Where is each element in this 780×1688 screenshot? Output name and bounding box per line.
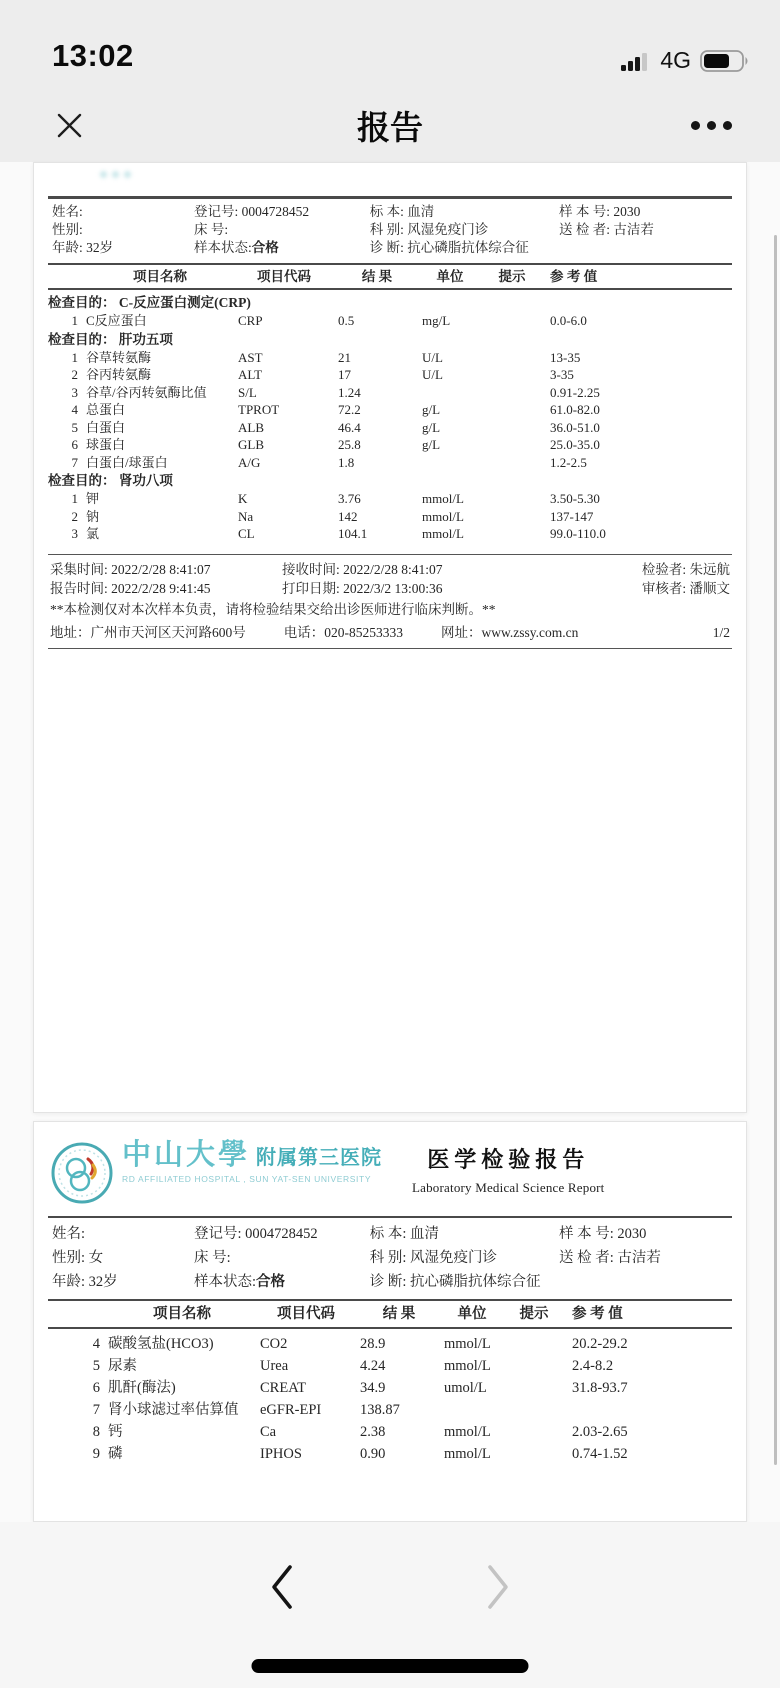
hint	[480, 384, 544, 402]
field-label: 诊 断:	[369, 240, 408, 255]
result-value: 1.24	[338, 384, 361, 400]
network-type-label: 4G	[660, 47, 691, 73]
hospital-name-cn: 中山大學	[122, 1139, 251, 1171]
field-value: 抗心磷脂抗体综合征	[407, 240, 529, 255]
field-value: 女	[88, 1250, 104, 1266]
item-code: S/L	[238, 384, 257, 400]
col-result: 结 果	[361, 269, 393, 284]
lab-result-row	[48, 384, 732, 402]
field-value: 2030	[613, 204, 641, 219]
col-name: 项目名称	[153, 1306, 211, 1322]
field-label: 打印日期:	[282, 580, 344, 596]
patient-field	[194, 1222, 370, 1246]
lab-result-row	[48, 508, 732, 526]
lab-result-row	[48, 349, 732, 367]
result-value: 0.5	[338, 313, 355, 328]
row-index: 4	[71, 402, 78, 417]
section-title: 检查目的： C-反应蛋白测定(CRP)	[48, 295, 251, 310]
col-hint: 提示	[498, 269, 526, 284]
lab-result-row	[48, 1399, 732, 1421]
field-value: 合格	[251, 240, 279, 255]
unit: mmol/L	[422, 491, 464, 506]
table-header	[48, 265, 732, 288]
table-header	[48, 1301, 732, 1327]
field-value: 2022/2/28 9:41:45	[111, 580, 211, 596]
unit: g/L	[422, 402, 441, 417]
field-value: 32岁	[86, 240, 114, 255]
hint	[480, 436, 544, 454]
lab-result-row	[48, 454, 732, 472]
vertical-scrollbar[interactable]	[774, 235, 777, 1465]
result-value: 34.9	[360, 1380, 386, 1396]
row-index: 5	[92, 1358, 100, 1374]
hospital-emblem-icon	[50, 1141, 114, 1205]
unit: mmol/L	[444, 1358, 491, 1374]
patient-field	[559, 1270, 728, 1294]
row-index: 5	[71, 419, 78, 435]
field-value: 2022/3/2 13:00:36	[343, 580, 443, 596]
reference-range: 20.2-29.2	[572, 1336, 628, 1352]
result-value: 25.8	[338, 437, 361, 452]
row-index: 2	[71, 508, 78, 524]
item-name: 肌酐(酶法)	[108, 1380, 176, 1396]
field-value: 朱远航	[689, 561, 730, 577]
item-code: TPROT	[238, 402, 280, 417]
reference-range: 3.50-5.30	[550, 491, 600, 506]
clock: 13:02	[52, 38, 134, 73]
reference-range: 0.91-2.25	[550, 384, 600, 400]
unit	[420, 454, 480, 472]
item-code: CRP	[238, 313, 263, 328]
report-title: 医学检验报告	[427, 1147, 590, 1172]
field-label: 接收时间:	[282, 561, 344, 577]
lab-result-row	[48, 525, 732, 543]
hint	[480, 490, 544, 508]
field-label: 样 本 号:	[558, 1226, 618, 1242]
field-value: 2022/2/28 8:41:07	[111, 561, 211, 577]
field-label: 姓名:	[52, 204, 83, 219]
item-name: 总蛋白	[86, 402, 126, 417]
previous-page-button[interactable]	[260, 1558, 304, 1616]
lab-result-row	[48, 1421, 732, 1443]
meta-field	[50, 560, 282, 579]
patient-field	[370, 221, 559, 239]
unit: mmol/L	[444, 1446, 491, 1462]
section-title: 检查目的： 肾功八项	[48, 473, 173, 488]
reference-range: 2.4-8.2	[572, 1358, 614, 1374]
item-code: GLB	[238, 437, 264, 452]
patient-field	[194, 221, 370, 239]
field-label: 标 本:	[369, 1226, 410, 1242]
hospital-branch: 附属第三医院	[256, 1147, 383, 1169]
lab-result-row	[48, 436, 732, 454]
hospital-name-block	[122, 1139, 390, 1184]
col-ref: 参 考 值	[572, 1306, 623, 1322]
field-value: 风湿免疫门诊	[407, 222, 489, 237]
hint	[502, 1377, 566, 1399]
patient-field	[194, 1270, 370, 1294]
item-code: Na	[238, 508, 254, 524]
item-code: Ca	[260, 1424, 277, 1440]
result-value: 46.4	[338, 419, 361, 435]
hint	[502, 1443, 566, 1465]
item-code: A/G	[238, 454, 261, 470]
patient-field	[559, 203, 728, 221]
item-name: 钠	[86, 508, 100, 524]
reference-range	[566, 1399, 732, 1421]
next-page-button[interactable]	[476, 1558, 520, 1616]
field-value: 0004728452	[245, 1226, 318, 1242]
hint	[480, 419, 544, 437]
lab-result-row	[48, 1443, 732, 1465]
field-label: 性别:	[52, 222, 83, 237]
page-title: 报告	[357, 108, 423, 146]
field-label: 登记号:	[193, 204, 242, 219]
hospital-header	[48, 1122, 732, 1216]
field-label: 登记号:	[193, 1226, 246, 1242]
signal-icon	[621, 50, 651, 72]
unit: U/L	[422, 367, 443, 382]
field-value: 潘顺文	[689, 580, 730, 596]
field-value: 古洁若	[613, 222, 654, 237]
reference-range: 25.0-35.0	[550, 437, 600, 452]
reference-range: 3-35	[550, 367, 574, 382]
close-icon	[56, 112, 83, 139]
result-value: 72.2	[338, 402, 361, 417]
item-code: ALT	[238, 367, 263, 382]
item-name: 磷	[108, 1446, 123, 1462]
patient-field	[52, 221, 194, 239]
report-page-1	[33, 162, 747, 1113]
patient-field	[52, 203, 194, 221]
field-value: 血清	[407, 204, 435, 219]
result-value: 2.38	[360, 1424, 386, 1440]
patient-field	[194, 203, 370, 221]
col-name: 项目名称	[133, 269, 187, 284]
chevron-right-icon	[483, 1562, 513, 1612]
result-rows	[48, 1329, 732, 1465]
item-code: CO2	[260, 1336, 288, 1352]
reference-range: 99.0-110.0	[550, 526, 606, 541]
field-label: 床 号:	[193, 222, 229, 237]
unit: mmol/L	[444, 1424, 491, 1440]
field-value: 0004728452	[241, 204, 310, 219]
field-label: 年龄:	[52, 1274, 89, 1290]
patient-field	[194, 1246, 370, 1270]
item-name: 氯	[86, 526, 100, 541]
unit: mmol/L	[444, 1336, 491, 1352]
col-code: 项目代码	[277, 1306, 335, 1322]
website-text: 网址：www.zssy.com.cn	[441, 624, 579, 640]
hint	[480, 525, 544, 543]
item-name: 钙	[108, 1424, 123, 1440]
meta-field	[282, 560, 612, 579]
field-label: 科 别:	[369, 222, 408, 237]
battery-icon	[700, 49, 750, 73]
item-code: AST	[238, 349, 263, 365]
unit: g/L	[422, 419, 441, 435]
field-label: 样本状态:	[193, 1274, 256, 1290]
hint	[480, 508, 544, 526]
section-title: 检查目的： 肝功五项	[48, 331, 173, 347]
result-value: 4.24	[360, 1358, 386, 1374]
patient-field	[52, 1222, 194, 1246]
result-sections	[48, 290, 732, 543]
item-code: CREAT	[260, 1380, 306, 1396]
lab-result-row	[48, 1355, 732, 1377]
patient-field	[370, 239, 559, 257]
hint	[480, 454, 544, 472]
field-label: 姓名:	[52, 1226, 86, 1242]
item-name: C反应蛋白	[86, 313, 147, 328]
field-label: 标 本:	[369, 204, 408, 219]
lab-result-row	[48, 490, 732, 508]
hint	[480, 401, 544, 419]
status-bar	[0, 0, 780, 88]
reference-range: 1.2-2.5	[550, 454, 587, 470]
report-page-2	[33, 1121, 747, 1522]
result-value: 142	[338, 508, 358, 524]
hint	[502, 1399, 566, 1421]
col-hint: 提示	[519, 1306, 549, 1322]
field-label: 样本状态:	[193, 240, 252, 255]
meta-field	[282, 579, 612, 598]
hint	[502, 1421, 566, 1443]
field-value: 2030	[617, 1226, 647, 1242]
reference-range: 36.0-51.0	[550, 419, 600, 435]
hospital-name-en: RD AFFILIATED HOSPITAL , SUN YAT-SEN UNIVERSITY	[122, 1174, 372, 1184]
field-label: 审核者:	[641, 580, 690, 596]
address-text: 地址：广州市天河区天河路600号	[50, 624, 246, 640]
divider	[48, 648, 732, 649]
result-value: 0.90	[360, 1446, 386, 1462]
unit	[420, 384, 480, 402]
patient-field	[52, 1246, 194, 1270]
patient-info	[48, 1218, 732, 1296]
row-index: 2	[71, 367, 78, 382]
patient-field	[559, 1222, 728, 1246]
field-label: 年龄:	[52, 240, 87, 255]
patient-field	[370, 203, 559, 221]
patient-info	[48, 199, 732, 259]
row-index: 3	[71, 526, 78, 541]
hint	[480, 312, 544, 330]
lab-result-row	[48, 312, 732, 330]
close-button[interactable]	[42, 98, 96, 152]
patient-field	[559, 221, 728, 239]
field-value: 32岁	[88, 1274, 118, 1290]
report-subtitle: Laboratory Medical Science Report	[412, 1180, 605, 1195]
field-label: 床 号:	[193, 1250, 231, 1266]
field-label: 样 本 号:	[558, 204, 614, 219]
field-label: 性别:	[52, 1250, 89, 1266]
field-value: 风湿免疫门诊	[409, 1250, 497, 1266]
item-name: 球蛋白	[86, 437, 126, 452]
row-index: 1	[71, 491, 78, 506]
page-navigation	[0, 1522, 780, 1616]
col-ref: 参 考 值	[550, 269, 598, 284]
result-value: 104.1	[338, 526, 368, 541]
row-index: 4	[92, 1336, 100, 1352]
item-name: 谷草转氨酶	[86, 349, 152, 365]
row-index: 8	[92, 1424, 100, 1440]
patient-field	[370, 1246, 559, 1270]
home-indicator[interactable]	[252, 1659, 529, 1673]
unit: mmol/L	[422, 508, 464, 524]
report-meta-times	[48, 555, 732, 598]
phone-text: 电话：020-85253333	[283, 624, 403, 640]
field-label: 采集时间:	[50, 561, 112, 577]
field-label: 报告时间:	[50, 580, 112, 596]
meta-field	[50, 579, 282, 598]
result-value: 17	[338, 367, 351, 382]
result-value: 28.9	[360, 1336, 386, 1352]
row-index: 3	[71, 384, 78, 400]
item-name: 白蛋白/球蛋白	[86, 454, 168, 470]
field-label: 诊 断:	[369, 1274, 410, 1290]
result-value: 138.87	[360, 1402, 400, 1418]
lab-result-row	[48, 366, 732, 384]
patient-field	[559, 239, 728, 257]
lab-result-row	[48, 1377, 732, 1399]
more-icon	[691, 121, 732, 130]
item-name: 尿素	[108, 1358, 137, 1374]
row-index: 6	[92, 1380, 100, 1396]
row-index: 7	[71, 454, 78, 470]
report-title-block	[412, 1143, 605, 1196]
unit: mg/L	[422, 313, 451, 328]
field-value: 古洁若	[617, 1250, 661, 1266]
result-value: 1.8	[338, 454, 355, 470]
reference-range: 13-35	[550, 349, 581, 365]
patient-field	[559, 1246, 728, 1270]
lab-result-row	[48, 419, 732, 437]
reference-range: 137-147	[550, 508, 594, 524]
reference-range: 0.0-6.0	[550, 313, 587, 328]
lab-result-row	[48, 401, 732, 419]
item-name: 钾	[86, 491, 100, 506]
reference-range: 0.74-1.52	[572, 1446, 628, 1462]
unit: mmol/L	[422, 526, 464, 541]
item-name: 碳酸氢盐(HCO3)	[108, 1336, 214, 1352]
item-code: K	[238, 491, 248, 506]
unit: g/L	[422, 437, 441, 452]
hint	[502, 1333, 566, 1355]
disclaimer-text: **本检测仅对本次样本负责，请将检验结果交给出诊医师进行临床判断。**	[50, 601, 496, 617]
unit	[442, 1399, 502, 1421]
col-unit: 单位	[457, 1306, 487, 1322]
item-name: 肾小球滤过率估算值	[108, 1402, 239, 1418]
page-number: 1/2	[712, 624, 730, 640]
unit: umol/L	[444, 1380, 487, 1396]
hospital-logo-partial	[48, 163, 732, 196]
patient-field	[370, 1270, 559, 1294]
item-code: ALB	[238, 419, 264, 435]
col-result: 结 果	[382, 1306, 416, 1322]
field-value: 合格	[255, 1274, 285, 1290]
field-label: 送 检 者:	[558, 222, 614, 237]
reference-range: 31.8-93.7	[572, 1380, 628, 1396]
reference-range: 61.0-82.0	[550, 402, 600, 417]
hospital-contact-row	[48, 620, 732, 648]
field-label: 科 别:	[369, 1250, 410, 1266]
unit: U/L	[422, 349, 443, 365]
row-index: 1	[71, 349, 78, 365]
item-name: 谷丙转氨酶	[86, 367, 152, 382]
reference-range: 2.03-2.65	[572, 1424, 628, 1440]
item-code: IPHOS	[260, 1446, 302, 1462]
field-value: 血清	[409, 1226, 439, 1242]
nav-bar	[0, 88, 780, 162]
col-unit: 单位	[436, 269, 464, 284]
item-code: eGFR-EPI	[260, 1402, 322, 1418]
item-name: 白蛋白	[86, 419, 126, 435]
chevron-left-icon	[267, 1562, 297, 1612]
item-code: CL	[238, 526, 255, 541]
col-code: 项目代码	[257, 269, 311, 284]
row-index: 6	[71, 437, 78, 452]
report-document-area	[0, 162, 780, 1522]
hint	[480, 366, 544, 384]
result-value: 21	[338, 349, 351, 365]
patient-field	[194, 239, 370, 257]
patient-field	[52, 1270, 194, 1294]
row-index: 1	[71, 313, 78, 328]
patient-field	[52, 239, 194, 257]
row-index: 7	[92, 1402, 100, 1418]
bottom-bar	[0, 1522, 780, 1688]
field-label: 送 检 者:	[558, 1250, 618, 1266]
item-name: 谷草/谷丙转氨酶比值	[86, 384, 207, 400]
lab-result-row	[48, 1333, 732, 1355]
row-index: 9	[92, 1446, 100, 1462]
patient-field	[370, 1222, 559, 1246]
hint	[480, 349, 544, 367]
item-code: Urea	[260, 1358, 289, 1374]
result-value: 3.76	[338, 491, 361, 506]
more-button[interactable]	[684, 98, 738, 152]
meta-field	[612, 560, 730, 579]
field-value: 2022/2/28 8:41:07	[343, 561, 443, 577]
field-label: 检验者:	[641, 561, 690, 577]
hint	[502, 1355, 566, 1377]
meta-field	[612, 579, 730, 598]
field-value: 抗心磷脂抗体综合征	[409, 1274, 541, 1290]
